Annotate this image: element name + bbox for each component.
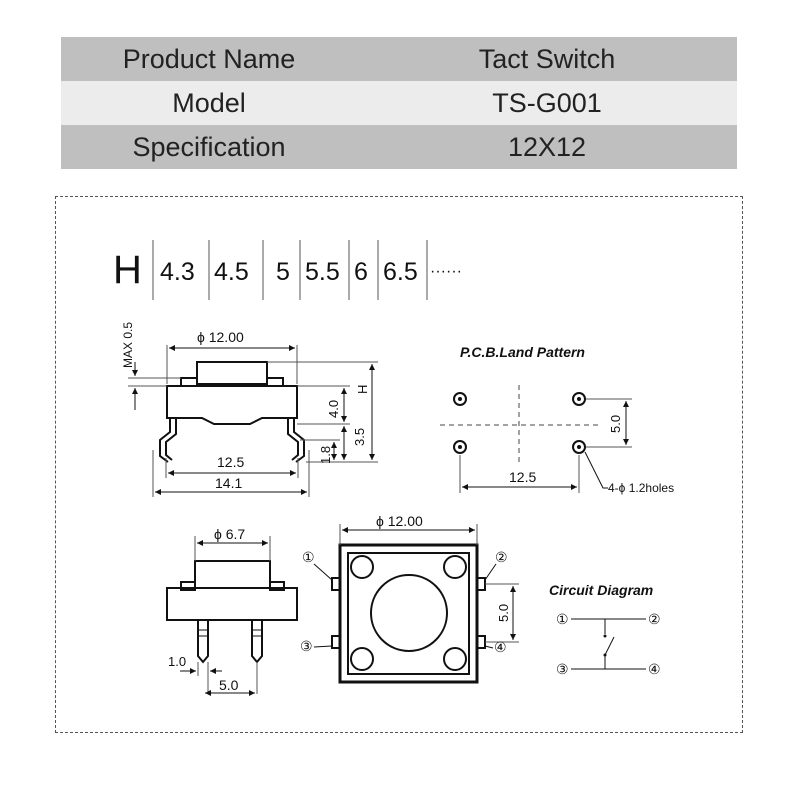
pcb-hole-center — [577, 445, 581, 449]
corner-circle — [444, 556, 466, 578]
shoulder — [181, 378, 197, 386]
height-options — [113, 240, 462, 300]
corner-circle — [351, 648, 373, 670]
height-value: 5.5 — [305, 258, 340, 286]
pin-callout: ② — [495, 549, 508, 565]
height-value: 5 — [276, 258, 290, 286]
circuit-diagram — [549, 582, 661, 677]
side-view — [121, 322, 378, 497]
spec-label: Specification — [132, 131, 286, 162]
switch-body — [167, 588, 297, 620]
pcb-title: P.C.B.Land Pattern — [460, 344, 585, 360]
dim-pitch: 12.5 — [509, 469, 537, 485]
corner-circle — [351, 556, 373, 578]
dim-pitch: 12.5 — [217, 454, 245, 470]
pin-callout: ④ — [494, 639, 507, 655]
dim-diameter: ϕ 12.00 — [376, 513, 423, 529]
switch-node — [604, 635, 607, 638]
pcb-hole-center — [458, 397, 462, 401]
circuit-pin: ④ — [648, 661, 661, 677]
pcb-land-pattern — [440, 344, 674, 495]
leader-line — [314, 564, 332, 580]
dim-pin-pitch: 5.0 — [219, 677, 239, 693]
spec-label: Product Name — [122, 43, 296, 74]
front-view — [167, 526, 297, 694]
dim-pin-height: 1.8 — [318, 445, 333, 464]
leader-line — [485, 564, 496, 580]
switch-body — [167, 386, 297, 424]
dim-diameter: ϕ 12.00 — [197, 329, 244, 345]
dim-body-height: 4.0 — [326, 399, 341, 418]
actuator — [197, 362, 267, 384]
circuit-pin: ③ — [556, 661, 569, 677]
holes-label: 4-ϕ 1.2holes — [608, 481, 675, 495]
outer-frame — [340, 545, 477, 682]
pin-callout: ③ — [300, 638, 313, 654]
circuit-pin: ① — [556, 611, 569, 627]
dim-pin-width: 1.0 — [168, 654, 187, 669]
leader-line — [485, 646, 493, 648]
spec-label: Model — [172, 87, 246, 118]
spec-value: Tact Switch — [478, 43, 616, 74]
dim-lead-height: 3.5 — [352, 427, 367, 446]
spec-value: 12X12 — [507, 131, 587, 162]
height-more: ······ — [430, 263, 462, 280]
circuit-pin: ② — [648, 611, 661, 627]
shoulder — [267, 378, 283, 386]
dim-overall-width: 14.1 — [215, 475, 243, 491]
leader-line — [314, 646, 332, 647]
height-symbol: H — [113, 248, 142, 292]
dim-diameter: ϕ 6.7 — [214, 526, 246, 542]
pcb-hole-center — [458, 445, 462, 449]
top-view — [300, 513, 519, 682]
corner-circle — [444, 648, 466, 670]
height-value: 4.3 — [160, 258, 195, 286]
switch-node — [604, 654, 607, 657]
actuator-circle — [371, 575, 447, 651]
dim-row-spacing: 5.0 — [608, 414, 623, 433]
dim-row-spacing: 5.0 — [496, 603, 511, 622]
switch-contact — [605, 637, 614, 655]
pin — [252, 620, 262, 662]
height-value: 6.5 — [383, 258, 418, 286]
inner-frame — [348, 553, 469, 674]
leader-line — [585, 452, 608, 488]
height-value: 4.5 — [214, 258, 249, 286]
circuit-title: Circuit Diagram — [549, 582, 654, 598]
pin — [198, 620, 208, 662]
spec-value: TS-G001 — [492, 87, 602, 118]
pcb-hole-center — [577, 397, 581, 401]
pin-callout: ① — [302, 549, 315, 565]
actuator — [195, 561, 270, 588]
dim-h: H — [355, 384, 370, 394]
dim-max: MAX 0.5 — [121, 321, 135, 368]
height-value: 6 — [354, 258, 368, 286]
